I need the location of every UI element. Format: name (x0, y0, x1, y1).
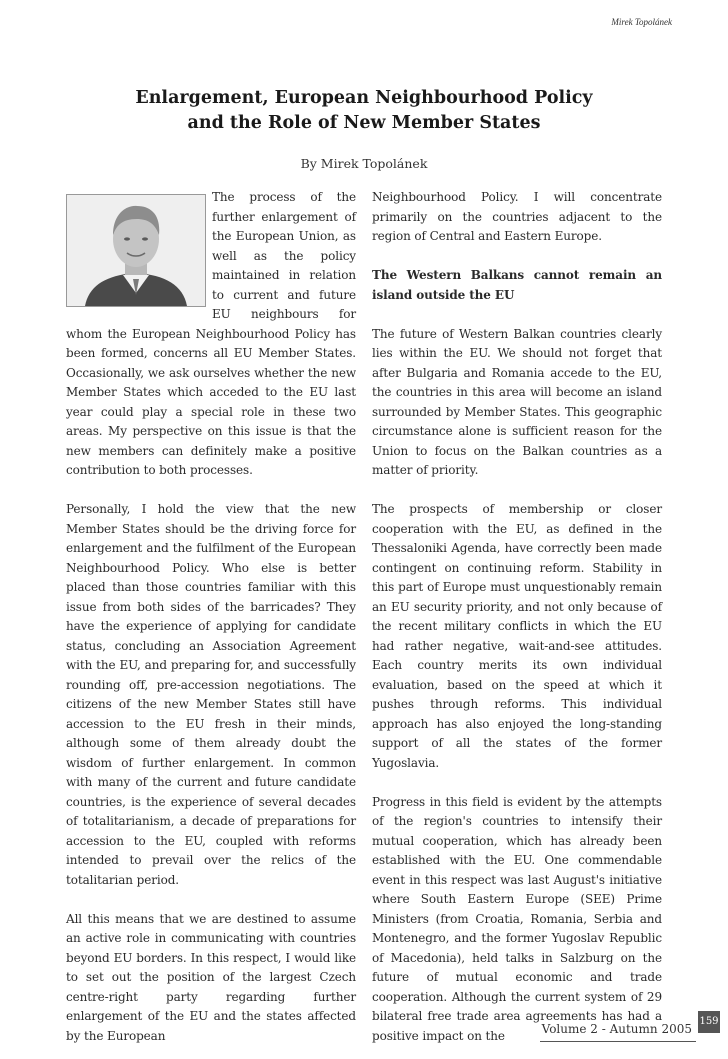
article-title-line-2: and the Role of New Member States (187, 113, 541, 133)
left-paragraph-1: The process of the further enlargement of the European Union, as well as the policy maintained in relation to current and future EU neighbours for whom the European Neighbourhood Policy has been formed, concerns all EU Member States. Occasionally, we ask ourselves whether the new Member States which acceded to the EU last year could play a special role in these two areas. My perspective on this issue is that the new members can definitely make a positive contribution to both processes. (66, 190, 356, 477)
right-paragraph-4: Progress in this field is evident by the attempts of the region's countries to intensify their mutual cooperation, which has already been established with the EU. One commendable event in this respect was last August's initiative where South Eastern Europe (SEE) Prime Ministers (from Croatia, Romania, Serbia and Montenegro, and the former Yugoslav Republic of Macedonia), held talks in Salzburg on the future of mutual economic and trade cooperation. Although the current system of 29 bilateral free trade area agreements has had a positive impact on the (372, 794, 662, 1043)
right-column (372, 188, 662, 1046)
article-title-line-1: Enlargement, European Neighbourhood Policy (135, 88, 593, 108)
running-head: Mirek Topolánek (611, 17, 672, 27)
left-paragraph-2: Personally, I hold the view that the new Member States should be the driving force for enlargement and the fulfilment of the European Neighbourhood Policy. Who else is better placed than those countries familiar with this issue from both sides of the barricades? They have the experience of applying for candidate status, concluding an Association Agreement with the EU, and preparing for, and successfully rounding off, pre-accession negotiations. The citizens of the new Member States still have accession to the EU fresh in their minds, although some of them already doubt the wisdom of further enlargement. In common with many of the current and future candidate countries, is the experience of several decades of totalitarianism, a decade of preparations for accession to the EU, coupled with reforms intended to prevail over the relics of the totalitarian period. (66, 502, 356, 887)
article-title (0, 86, 728, 136)
right-paragraph-1: Neighbourhood Policy. I will concentrate primarily on the countries adjacent to the region of Central and Eastern Europe. (372, 190, 662, 243)
author-portrait-image (67, 195, 205, 306)
issue-footer: Volume 2 - Autumn 2005 (541, 1022, 692, 1036)
left-paragraph-3: All this means that we are destined to assume an active role in communicating with countries beyond EU borders. In this respect, I would like to set out the position of the largest Czech centre-right party regarding further enlargement of the EU and the states affected by the European (66, 911, 356, 1043)
author-portrait (66, 194, 206, 307)
right-paragraph-2: The future of Western Balkan countries clearly lies within the EU. We should not forget that after Bulgaria and Romania accede to the EU, the countries in this area will become an island surrounded by Member States. This geographic circumstance alone is sufficient reason for the Union to focus on the Balkan countries as a matter of priority. (372, 326, 662, 477)
section-subheading: The Western Balkans cannot remain an island outside the EU (372, 268, 662, 302)
page-number: 159 (698, 1011, 720, 1033)
left-column (66, 188, 356, 1046)
byline: By Mirek Topolánek (300, 156, 428, 171)
right-paragraph-3: The prospects of membership or closer cooperation with the EU, as defined in the Thessaloniki Agenda, have correctly been made contingent on continuing reform. Stability in this part of Europe must unquestionably remain an EU security priority, and not only because of the recent military conflicts in which the EU had rather negative, wait-and-see attitudes. Each country merits its own individual evaluation, based on the speed at which it pushes through reforms. This individual approach has also enjoyed the long-standing support of all the states of the former Yugoslavia. (372, 502, 662, 770)
footer-rule (540, 1041, 696, 1042)
